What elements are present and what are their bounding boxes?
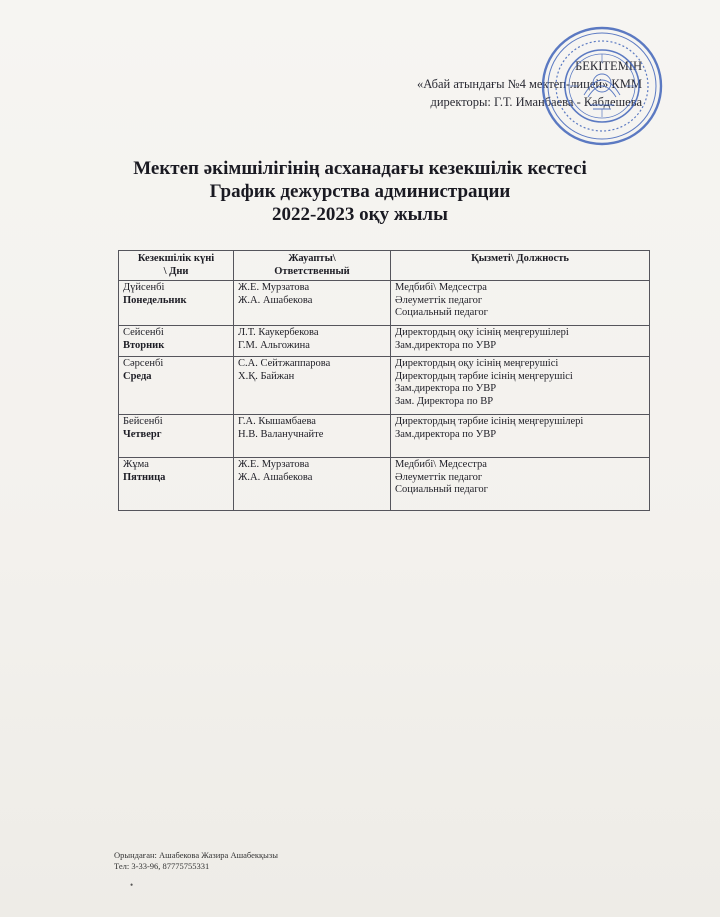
table-row — [119, 326, 650, 357]
day-cell: Жұма Пятница — [119, 458, 234, 511]
title-russian: График дежурства администрации — [209, 181, 511, 202]
header-day: Кезекшілік күні \ Дни — [119, 251, 234, 281]
table-row — [119, 415, 650, 458]
document-title — [0, 157, 720, 226]
duty-schedule-table — [118, 250, 650, 511]
table-row — [119, 458, 650, 511]
official-seal-icon — [540, 25, 664, 147]
approval-organization: «Абай атындағы №4 мектеп-лицей» КММ — [416, 77, 642, 91]
position-cell: Директордың оқу ісінің меңгерушілері Зам.директора по УВР — [391, 326, 650, 357]
responsible-cell: Ж.Е. Мурзатова Ж.А. Ашабекова — [234, 458, 391, 511]
position-cell: Директордың тәрбие ісінің меңгерушілері Зам.директора по УВР — [391, 415, 650, 458]
approval-heading: БЕКІТЕМІН — [575, 59, 642, 73]
title-kazakh: Мектеп әкімшілігінің асханадағы кезекшілік кестесі — [133, 158, 587, 179]
day-cell: Сейсенбі Вторник — [119, 326, 234, 357]
scan-speck: • — [130, 880, 134, 890]
header-position: Қызметі\ Должность — [391, 251, 650, 281]
day-cell: Сәрсенбі Среда — [119, 357, 234, 415]
position-cell: Директордың оқу ісінің меңгерушісі Директордың тәрбие ісінің меңгерушісі Зам.директора по УВР Зам. Директора по ВР — [391, 357, 650, 415]
position-cell: Медбибі\ Медсестра Әлеуметтік педагог Социальный педагог — [391, 281, 650, 326]
responsible-cell: С.А. Сейтжаппарова Х.Қ. Байжан — [234, 357, 391, 415]
header-responsible: Жауапты\ Ответственный — [234, 251, 391, 281]
table-row — [119, 281, 650, 326]
footer-phone: Тел: 3-33-96, 87775755331 — [114, 861, 210, 871]
table-row — [119, 357, 650, 415]
document-footer — [114, 850, 278, 872]
responsible-cell: Г.А. Кышамбаева Н.В. Валанучнайте — [234, 415, 391, 458]
title-school-year: 2022-2023 оқу жылы — [272, 204, 448, 225]
day-cell: Бейсенбі Четверг — [119, 415, 234, 458]
footer-author: Орындаған: Ашабекова Жазира Ашабекқызы — [114, 850, 278, 860]
approval-director: директоры: Г.Т. Иманбаева - Кабдешева — [430, 95, 642, 109]
responsible-cell: Ж.Е. Мурзатова Ж.А. Ашабекова — [234, 281, 391, 326]
position-cell: Медбибі\ Медсестра Әлеуметтік педагог Социальный педагог — [391, 458, 650, 511]
responsible-cell: Л.Т. Каукербекова Г.М. Альгожина — [234, 326, 391, 357]
day-cell: Дүйсенбі Понедельник — [119, 281, 234, 326]
table-header-row — [119, 251, 650, 281]
